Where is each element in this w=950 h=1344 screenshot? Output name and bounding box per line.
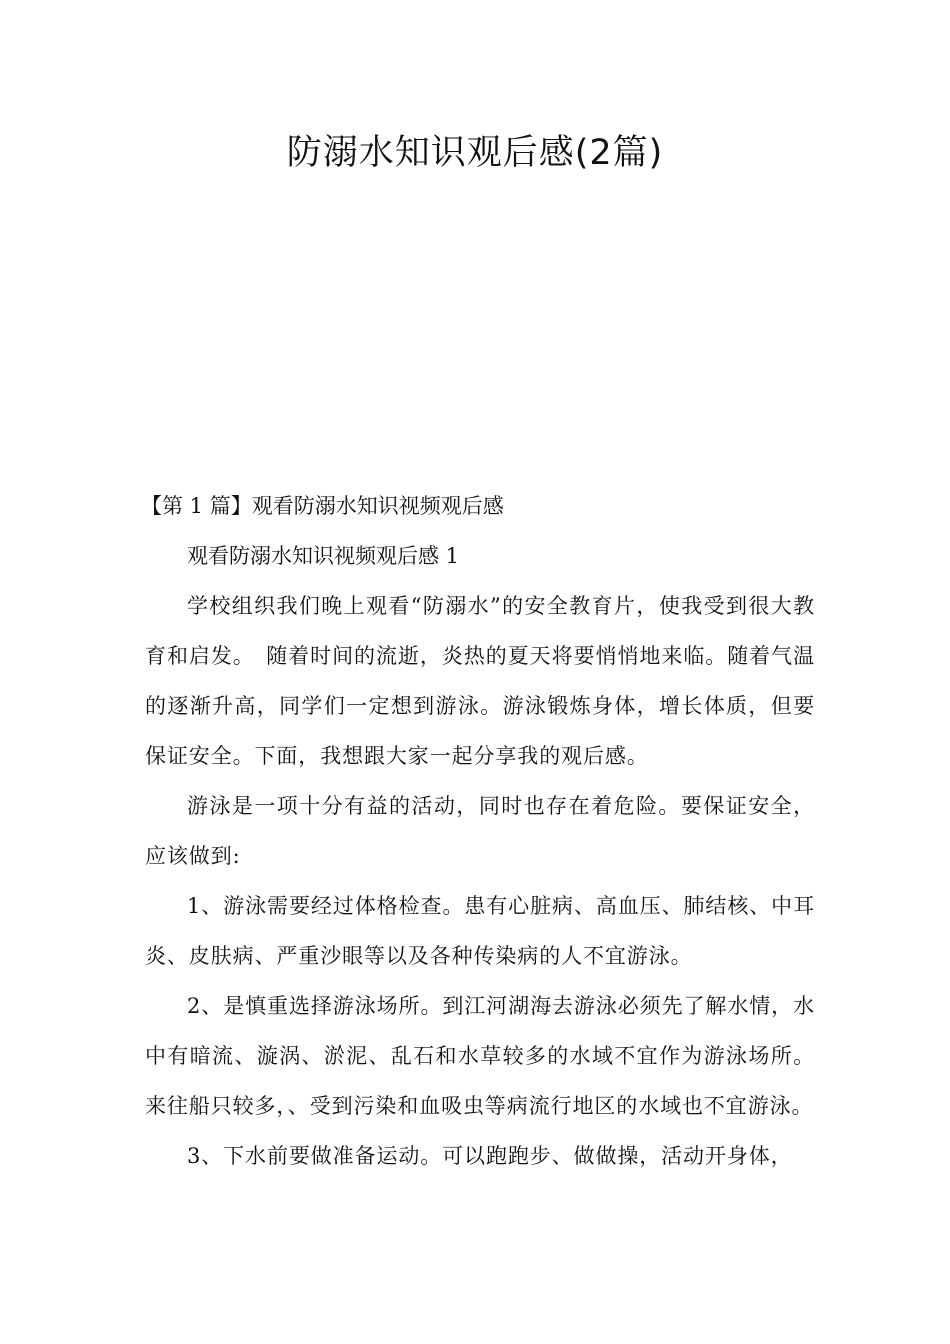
section-heading: 【第 1 篇】观看防溺水知识视频观后感 xyxy=(141,494,504,518)
paragraph-safety: 游泳是一项十分有益的活动，同时也存在着危险。要保证安全，应该做到: xyxy=(145,794,815,868)
paragraph-item-3: 3、下水前要做准备运动。可以跑跑步、做做操，活动开身体， xyxy=(187,1144,793,1168)
document-body xyxy=(141,481,815,1181)
paragraph-intro: 学校组织我们晚上观看“防溺水”的安全教育片，使我受到很大教育和启发。 随着时间的流逝，炎热的夏天将要悄悄地来临。随着气温的逐渐升高，同学们一定想到游泳。游泳锻炼身体，增长体质，但要保证安全。下面，我想跟大家一起分享我的观后感。 xyxy=(145,594,815,768)
section-subtitle: 观看防溺水知识视频观后感 1 xyxy=(187,544,460,568)
paragraph-item-2: 2、是慎重选择游泳场所。到江河湖海去游泳必须先了解水情，水中有暗流、漩涡、淤泥、乱石和水草较多的水域不宜作为游泳场所。来往船只较多，、受到污染和血吸虫等病流行地区的水域也不宜游泳。 xyxy=(145,994,815,1118)
paragraph-item-1: 1、游泳需要经过体格检查。患有心脏病、高血压、肺结核、中耳炎、皮肤病、严重沙眼等以及各种传染病的人不宜游泳。 xyxy=(145,894,815,968)
document-title: 防溺水知识观后感(2篇) xyxy=(286,133,664,173)
